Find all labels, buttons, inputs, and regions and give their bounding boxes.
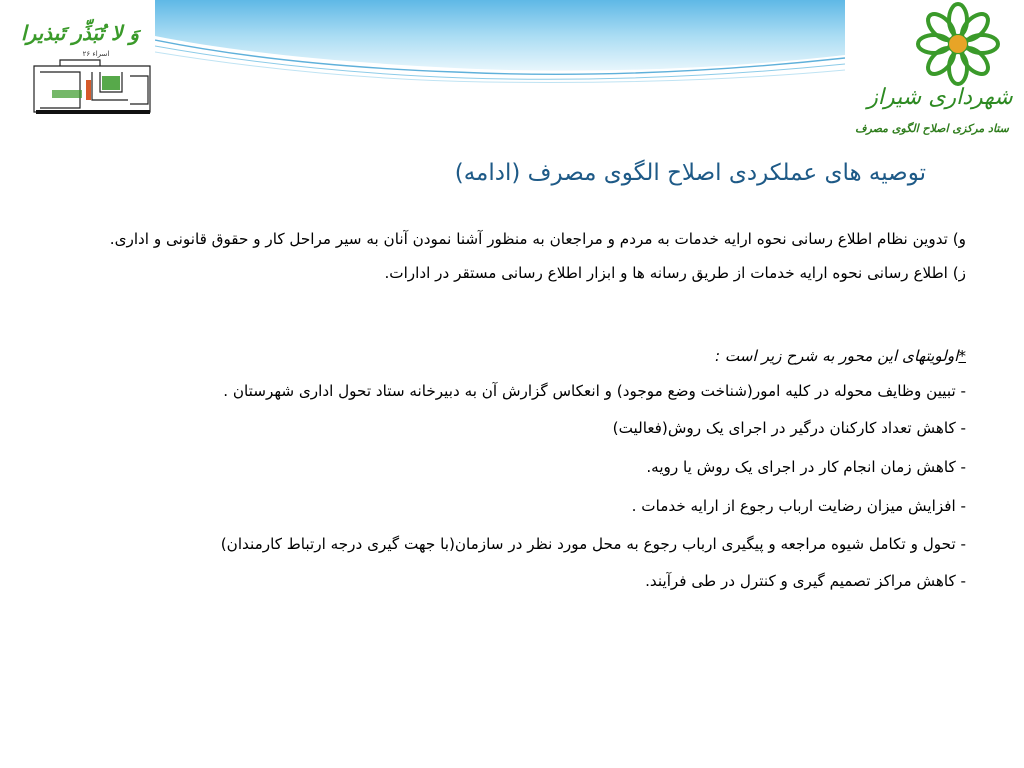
page-title: توصیه های عملکردی اصلاح الگوی مصرف (ادامه) (454, 160, 926, 186)
list-item: - تبیین وظایف محوله در کلیه امور(شناخت وضع موجود) و انعکاس گزارش آن به دبیرخانه ستاد تحول اداری شهرستان . (223, 382, 966, 400)
priority-heading (58, 339, 966, 373)
paragraph-ze: ز) اطلاع رسانی نحوه ارایه خدمات از طریق رسانه ها و ابزار اطلاع رسانی مستقر در ادارات. (384, 264, 966, 282)
list-item: - کاهش مراکز تصمیم گیری و کنترل در طی فرآیند. (645, 572, 966, 590)
list-item: - کاهش تعداد کارکنان درگیر در اجرای یک روش(فعالیت) (612, 419, 966, 437)
municipality-name: شهرداری شیراز (867, 85, 1013, 110)
organization-name: ستاد مرکزی اصلاح الگوی مصرف (855, 122, 1009, 135)
verse-reference: اسراء ۲۶ (82, 50, 110, 58)
verse-text: وَ لا تُبَذِّر تَبذیرا (21, 21, 139, 45)
verse-logo (0, 0, 160, 118)
list-item: - کاهش زمان انجام کار در اجرای یک روش یا رویه. (646, 458, 966, 476)
paragraph-vav: و) تدوین نظام اطلاع رسانی نحوه ارایه خدمات به مردم و مراجعان به منظور آشنا نمودن آنان به سیر مراحل کار و حقوق قانونی و اداری. (109, 230, 966, 248)
header-wave-band (155, 0, 845, 88)
list-item: - افزایش میزان رضایت ارباب رجوع از ارایه خدمات . (631, 497, 966, 515)
priority-star: * (958, 347, 966, 365)
list-item: - تحول و تکامل شیوه مراجعه و پیگیری ارباب رجوع به محل مورد نظر در سازمان(با جهت گیری درجه ارتباط کارمندان) (220, 535, 966, 553)
spacer (58, 290, 966, 339)
slide-body (58, 222, 966, 601)
priority-heading-text: اولویتهای این محور به شرح زیر است : (714, 347, 959, 365)
